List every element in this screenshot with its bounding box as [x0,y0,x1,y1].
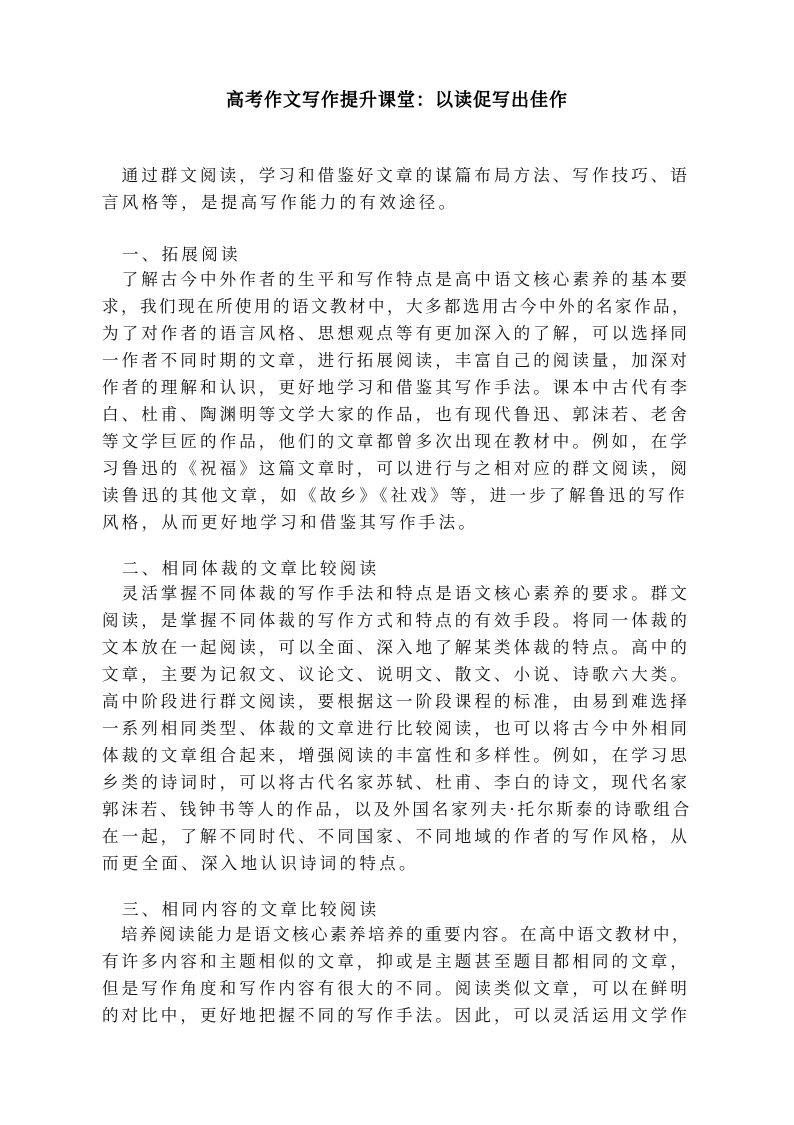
section-2-paragraph [102,580,692,877]
section-heading-3: 三、相同内容的文章比较阅读 [122,900,380,919]
paragraph-line: 郭沫若、钱钟书等人的作品，以及外国名家列夫·托尔斯泰的诗歌组合 [102,800,693,819]
paragraph-line: 求，我们现在所使用的语文教材中，大多都选用古今中外的名家作品， [102,297,691,316]
paragraph-line: 灵活掌握不同体裁的写作手法和特点是语文核心素养的要求。群文 [102,584,690,603]
paragraph-line: 一系列相同类型、体裁的文章进行比较阅读，也可以将古今中外相同 [102,719,690,738]
paragraph-line: 白、杜甫、陶渊明等文学大家的作品，也有现代鲁迅、郭沫若、老舍 [102,405,690,424]
paragraph-line: 体裁的文章组合起来，增强阅读的丰富性和多样性。例如，在学习思 [102,746,690,765]
paragraph-line: 为了对作者的语言风格、思想观点等有更加深入的了解，可以选择同 [102,324,690,343]
paragraph-line: 而更全面、深入地认识诗词的特点。 [102,854,419,873]
paragraph-line: 文章，主要为记叙文、议论文、说明文、散文、小说、诗歌六大类。 [102,665,690,684]
paragraph-line: 阅读，是掌握不同体裁的写作方式和特点的有效手段。将同一体裁的 [102,611,690,630]
paragraph-line: 风格，从而更好地学习和借鉴其写作手法。 [102,513,479,532]
paragraph-line: 乡类的诗词时，可以将古代名家苏轼、杜甫、李白的诗文，现代名家 [102,773,690,792]
document-title: 高考作文写作提升课堂：以读促写出佳作 [226,90,568,111]
paragraph-line: 高中阶段进行群文阅读，要根据这一阶段课程的标准，由易到难选择 [102,692,690,711]
section-3-paragraph [102,921,692,1029]
paragraph-line: 了解古今中外作者的生平和写作特点是高中语文核心素养的基本要 [102,270,690,289]
paragraph-line: 读鲁迅的其他文章，如《故乡》《社戏》等，进一步了解鲁迅的写作 [102,486,688,505]
section-heading-1: 一、拓展阅读 [122,245,241,264]
section-1-paragraph [102,266,692,536]
section-heading-2: 二、相同体裁的文章比较阅读 [122,559,380,578]
paragraph-line: 培养阅读能力是语文核心素养培养的重要内容。在高中语文教材中， [102,925,691,944]
paragraph-line: 一作者不同时期的文章，进行拓展阅读，丰富自己的阅读量，加深对 [102,351,690,370]
paragraph-line: 文本放在一起阅读，可以全面、深入地了解某类体裁的特点。高中的 [102,638,690,657]
paragraph-line: 等文学巨匠的作品，他们的文章都曾多次出现在教材中。例如，在学 [102,432,690,451]
paragraph-line: 作者的理解和认识，更好地学习和借鉴其写作手法。课本中古代有李 [102,378,690,397]
paragraph-line: 有许多内容和主题相似的文章，抑或是主题甚至题目都相同的文章， [102,952,690,971]
paragraph-line: 言风格等，是提高写作能力的有效途径。 [102,193,459,212]
paragraph-line: 通过群文阅读，学习和借鉴好文章的谋篇布局方法、写作技巧、语 [102,166,690,185]
intro-paragraph [102,162,692,216]
paragraph-line: 在一起，了解不同时代、不同国家、不同地域的作者的写作风格，从 [102,827,690,846]
paragraph-line: 的对比中，更好地把握不同的写作手法。因此，可以灵活运用文学作 [102,1006,690,1025]
paragraph-line: 习鲁迅的《祝福》这篇文章时，可以进行与之相对应的群文阅读，阅 [102,459,690,478]
paragraph-line: 但是写作角度和写作内容有很大的不同。阅读类似文章，可以在鲜明 [102,979,690,998]
